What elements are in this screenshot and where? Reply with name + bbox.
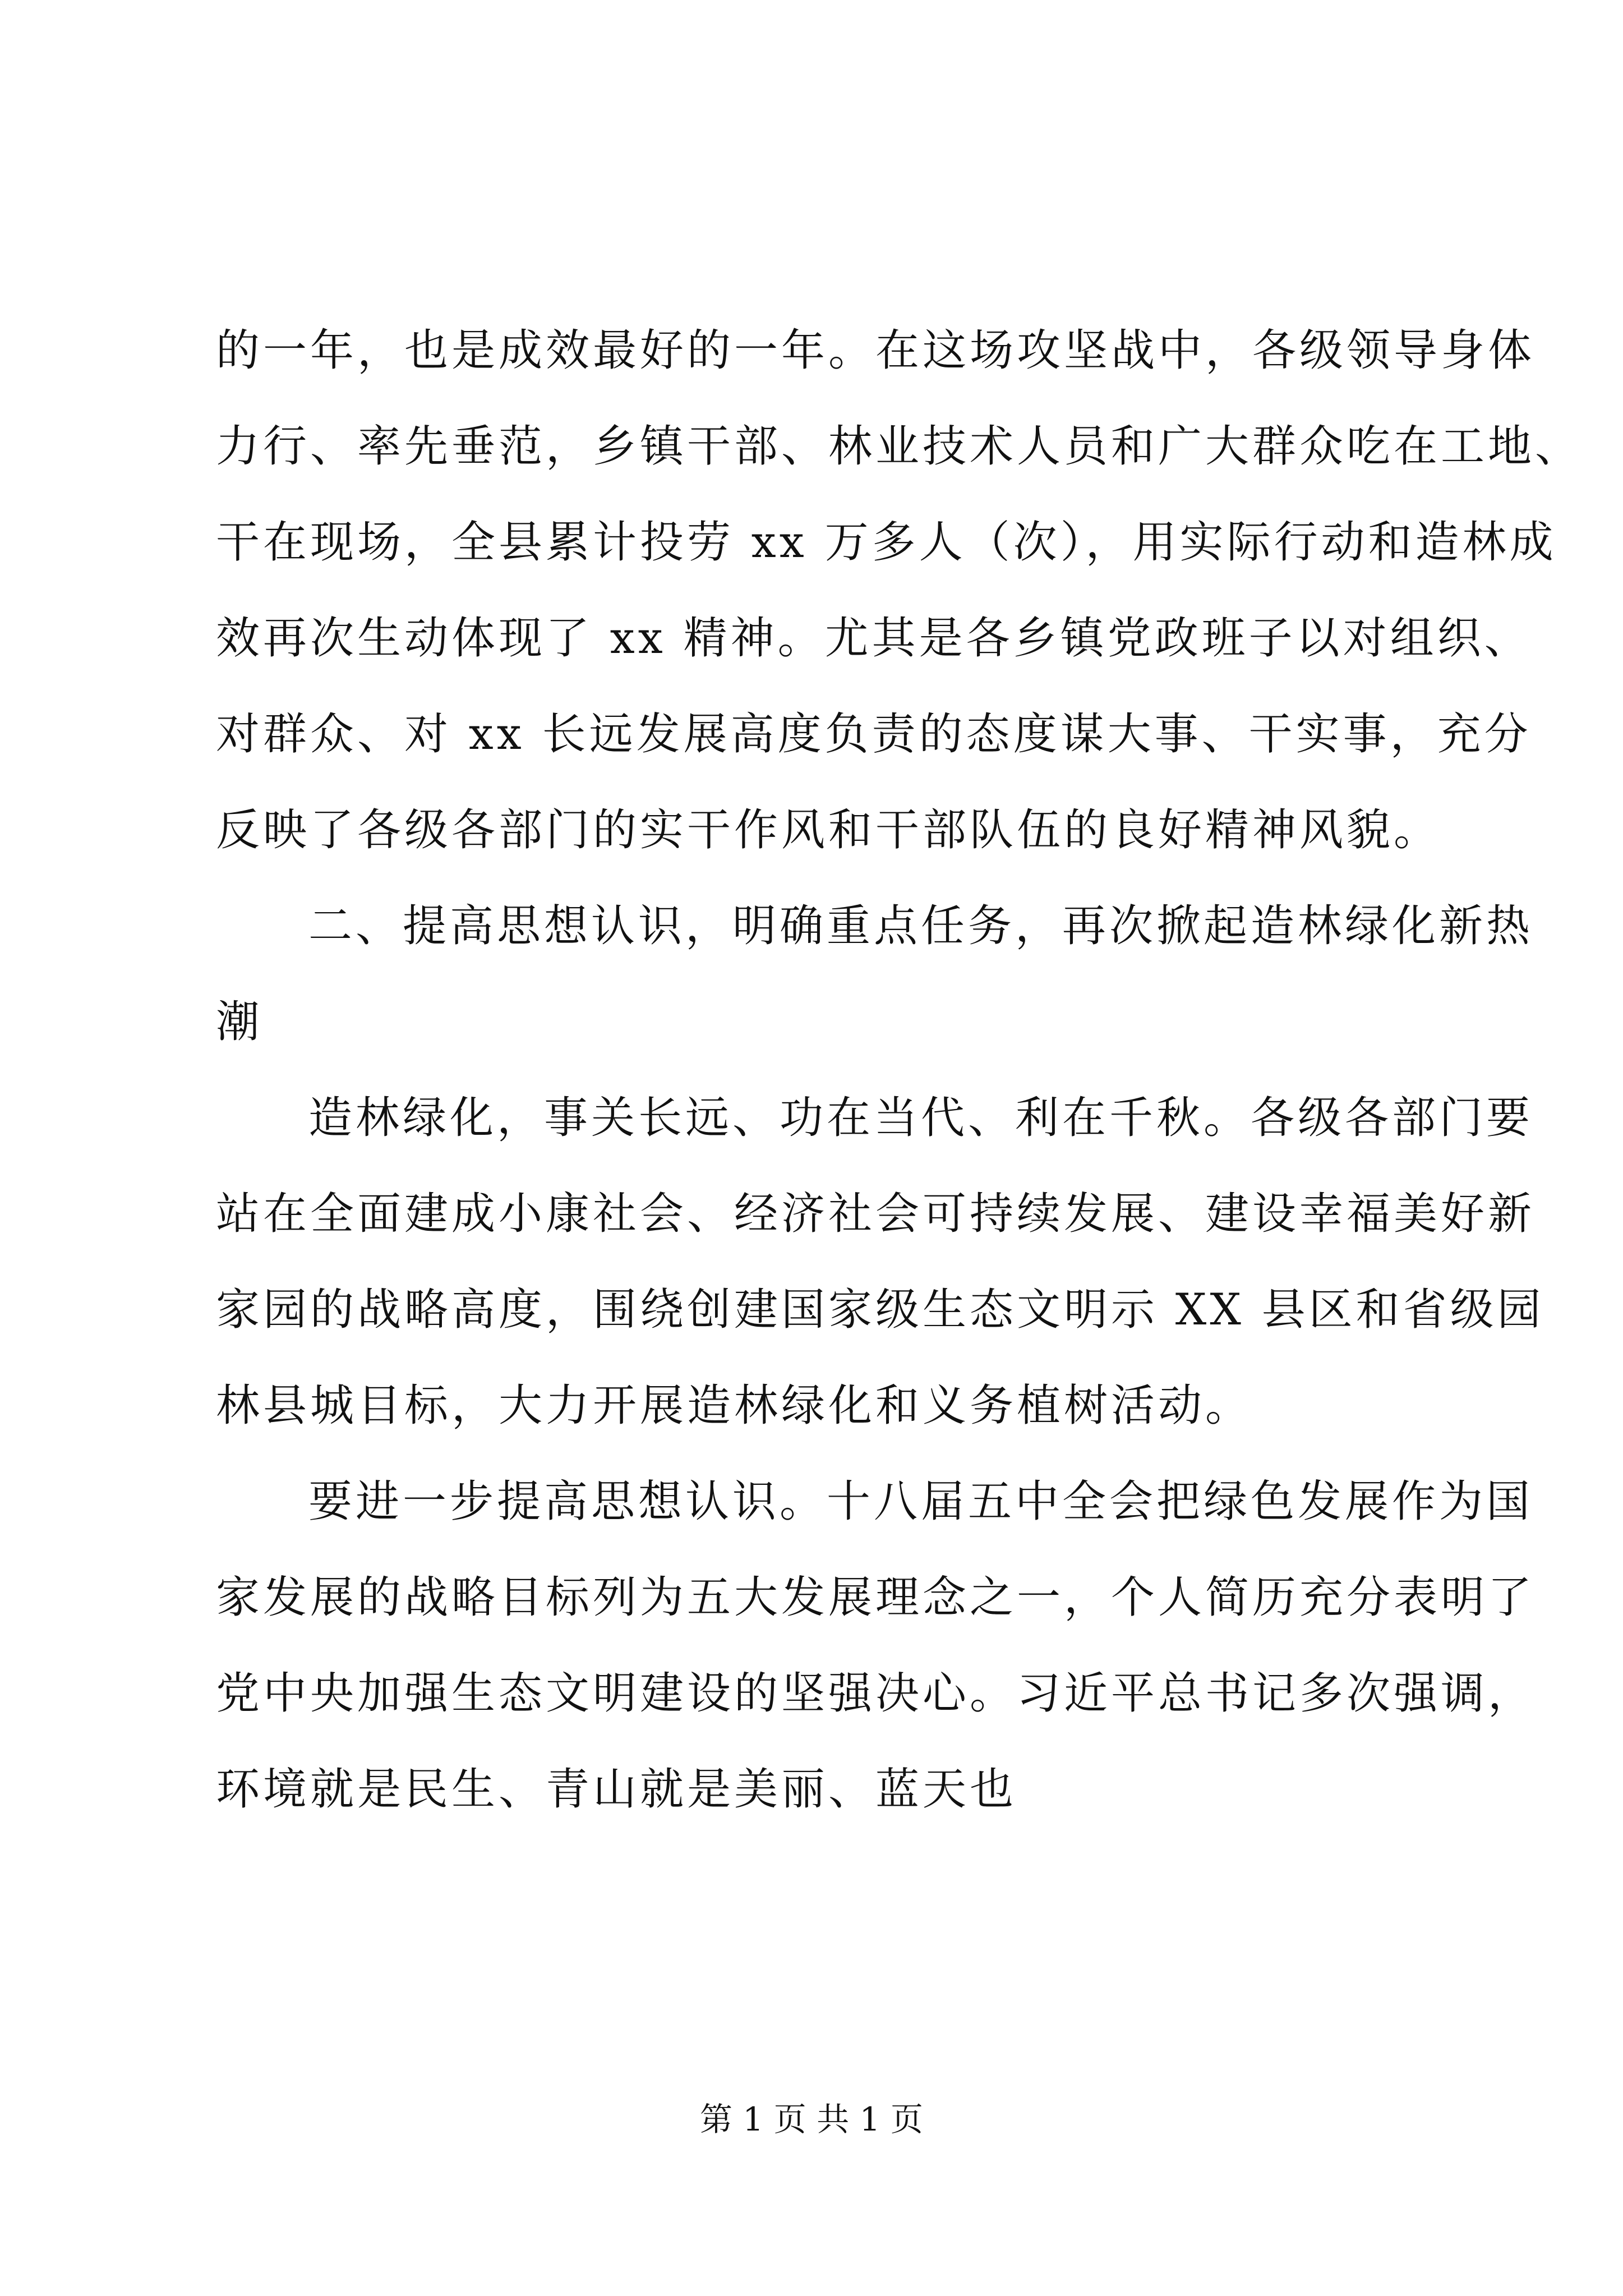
text-line-13: 要进一步提高思想认识。十八届五中全会把绿色发展作为国 bbox=[308, 1476, 1534, 1527]
page-number-footer: 第 1 页 共 1 页 bbox=[700, 2100, 923, 2138]
body-text bbox=[216, 303, 1583, 1838]
text-line-11: 家园的战略高度，围绕创建国家级生态文明示 XX 县区和省级园 bbox=[216, 1285, 1544, 1335]
text-line-5: 对群众、对 xx 长远发展高度负责的态度谋大事、干实事，充分 bbox=[216, 709, 1532, 760]
text-line-15: 党中央加强生态文明建设的坚强决心。习近平总书记多次强调， bbox=[216, 1668, 1536, 1719]
text-line-10: 站在全面建成小康社会、经济社会可持续发展、建设幸福美好新 bbox=[216, 1189, 1536, 1239]
text-line-14: 家发展的战略目标列为五大发展理念之一，个人简历充分表明了 bbox=[216, 1572, 1536, 1623]
text-line-9: 造林绿化，事关长远、功在当代、利在千秋。各级各部门要 bbox=[308, 1093, 1534, 1143]
text-line-3: 干在现场，全县累计投劳 xx 万多人（次），用实际行动和造林成 bbox=[216, 517, 1557, 568]
text-line-2: 力行、率先垂范，乡镇干部、林业技术人员和广大群众吃在工地、 bbox=[216, 421, 1583, 472]
text-line-16: 环境就是民生、青山就是美丽、蓝天也 bbox=[216, 1764, 1017, 1815]
text-line-12: 林县城目标，大力开展造林绿化和义务植树活动。 bbox=[216, 1381, 1253, 1431]
text-line-6: 反映了各级各部门的实干作风和干部队伍的良好精神风貌。 bbox=[216, 805, 1441, 855]
text-line-4: 效再次生动体现了 xx 精神。尤其是各乡镇党政班子以对组织、 bbox=[216, 613, 1532, 664]
section-heading: 二、提高思想认识，明确重点任务，再次掀起造林绿化新热 bbox=[308, 901, 1534, 951]
section-heading-continued: 潮 bbox=[216, 997, 264, 1047]
text-line-1: 的一年，也是成效最好的一年。在这场攻坚战中，各级领导身体 bbox=[216, 325, 1536, 376]
